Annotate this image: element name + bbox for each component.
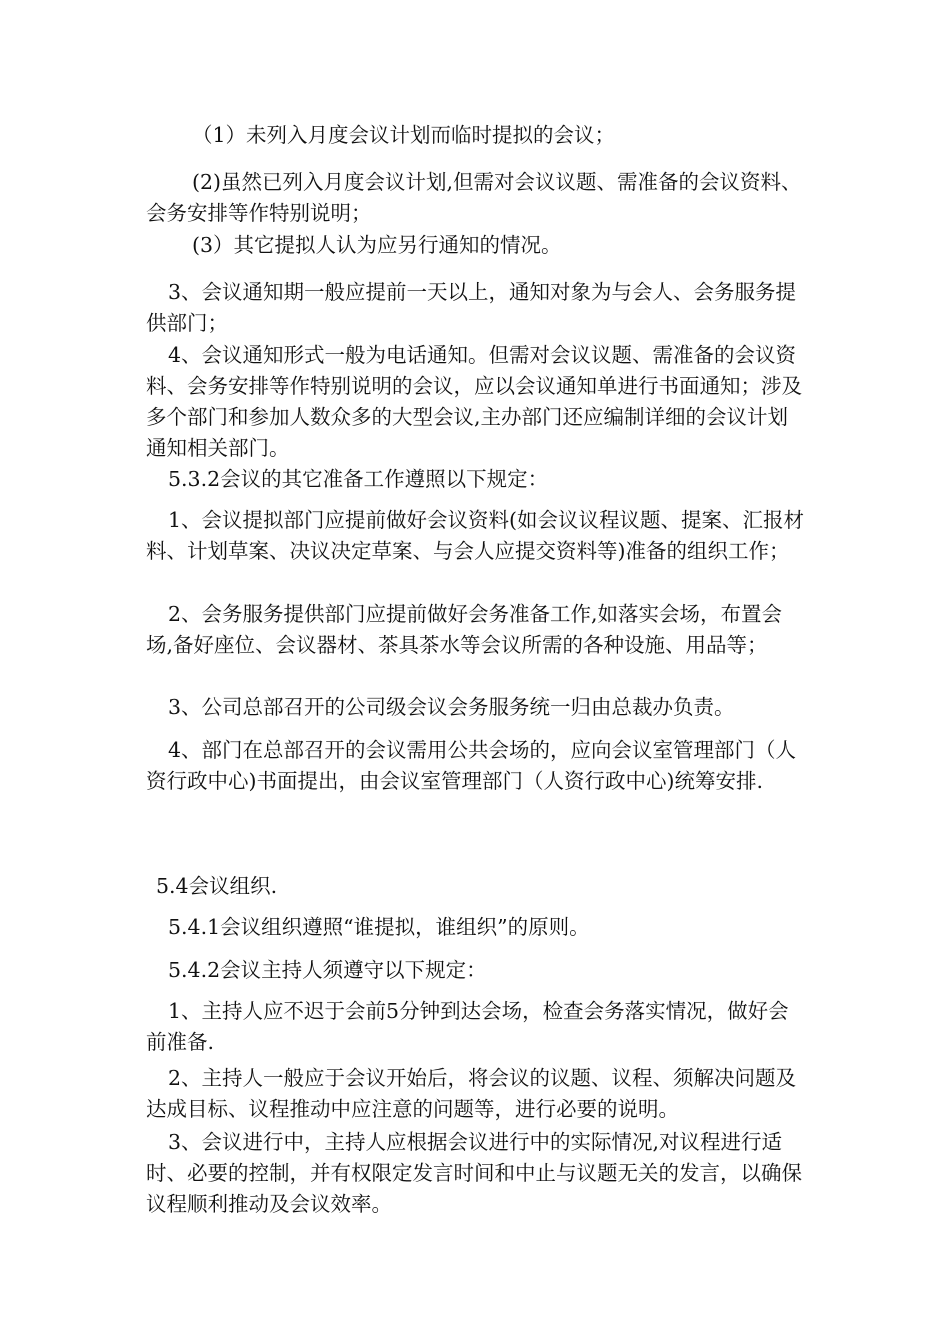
- paragraph-prep-1: 1、会议提拟部门应提前做好会议资料(如会议议程议题、提案、汇报材料、计划草案、决议决定草案、与会人应提交资料等)准备的组织工作；: [146, 508, 805, 563]
- paragraph-notice-form: 4、会议通知形式一般为电话通知。但需对会议议题、需准备的会议资料、会务安排等作特别说明的会议，应以会议通知单进行书面通知；涉及多个部门和参加人数众多的大型会议,主办部门还应编制详细的会议计划通知相关部门。: [146, 343, 802, 460]
- section-heading-5-3-2: 5.3.2会议的其它准备工作遵照以下规定：: [168, 467, 549, 491]
- paragraph-host-1: 1、主持人应不迟于会前5分钟到达会场，检查会务落实情况，做好会前准备.: [146, 999, 789, 1054]
- section-heading-5-4-1: 5.4.1会议组织遵照“谁提拟，谁组织”的原则。: [168, 915, 590, 939]
- paragraph-prep-2: 2、会务服务提供部门应提前做好会务准备工作,如落实会场，布置会场,备好座位、会议器材、茶具茶水等会议所需的各种设施、用品等；: [146, 602, 783, 657]
- section-heading-5-4-2: 5.4.2会议主持人须遵守以下规定：: [168, 958, 487, 982]
- paragraph-prep-4: 4、部门在总部召开的会议需用公共会场的，应向会议室管理部门（人资行政中心)书面提出，由会议室管理部门（人资行政中心)统筹安排.: [146, 738, 797, 793]
- paragraph-item-2: (2)虽然已列入月度会议计划,但需对会议议题、需准备的会议资料、会务安排等作特别说明；: [146, 170, 802, 225]
- paragraph-prep-3: 3、公司总部召开的公司级会议会务服务统一归由总裁办负责。: [168, 695, 735, 719]
- paragraph-item-3: (3）其它提拟人认为应另行通知的情况。: [192, 233, 562, 257]
- section-heading-5-4: 5.4会议组织.: [156, 874, 278, 898]
- paragraph-item-1: （1）未列入月度会议计划而临时提拟的会议；: [192, 123, 616, 147]
- paragraph-host-2: 2、主持人一般应于会议开始后，将会议的议题、议程、须解决问题及达成目标、议程推动中应注意的问题等，进行必要的说明。: [146, 1066, 797, 1121]
- paragraph-host-3: 3、会议进行中，主持人应根据会议进行中的实际情况,对议程进行适时、必要的控制，并有权限定发言时间和中止与议题无关的发言，以确保议程顺利推动及会议效率。: [146, 1130, 802, 1216]
- paragraph-notice-period: 3、会议通知期一般应提前一天以上，通知对象为与会人、会务服务提供部门；: [146, 280, 797, 335]
